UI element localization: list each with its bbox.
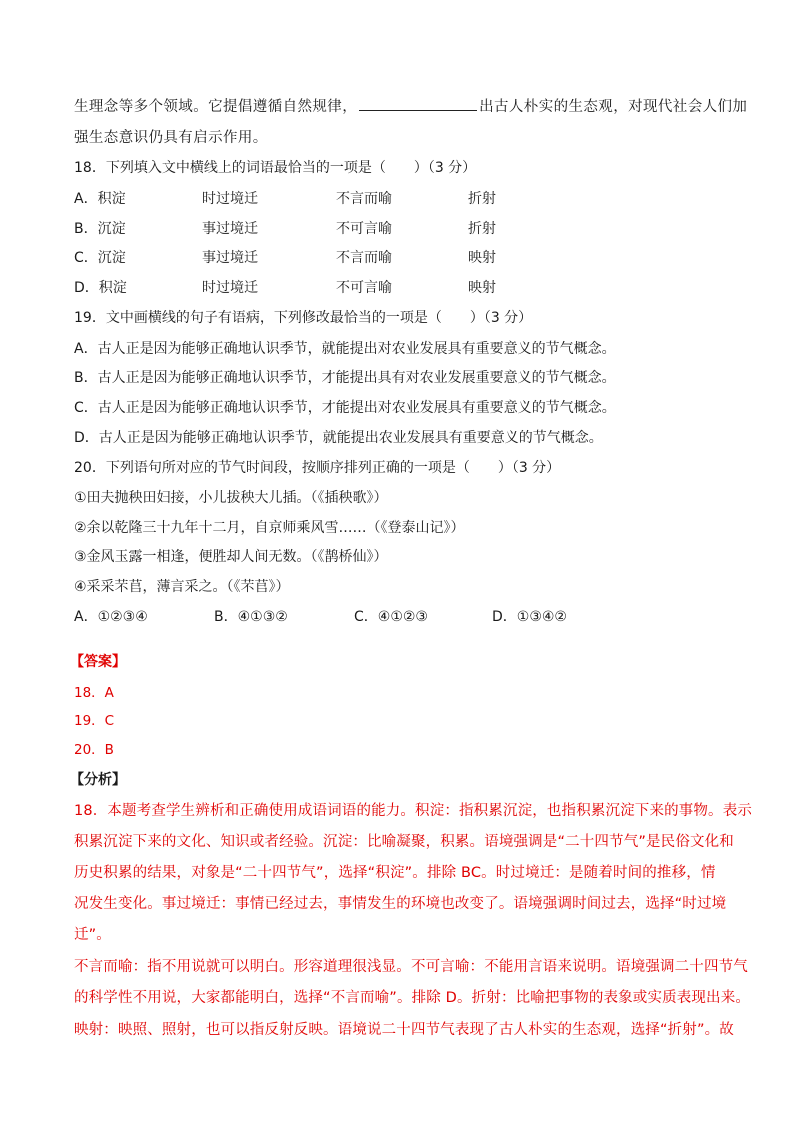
q19-option-c: C．古人正是因为能够正确地认识季节，才能提出对农业发展具有重要意义的节气概念。 <box>74 400 616 416</box>
answer-heading: 【答案】 <box>70 654 126 670</box>
q18-option-label: A．积淀 <box>74 191 126 207</box>
q20-option-c: C．④①②③ <box>354 609 428 625</box>
q18-stem: 18．下列填入文中横线上的词语最恰当的一项是（ ）（3 分） <box>74 160 477 176</box>
q20-item-3: ③金风玉露一相逢，便胜却人间无数。（《鹊桥仙》） <box>74 549 388 565</box>
q18-option-word: 不可言喻 <box>336 221 392 237</box>
intro-line-2: 强生态意识仍具有启示作用。 <box>74 130 268 146</box>
fill-in-blank <box>359 96 477 111</box>
answer-item-19: 19．C <box>74 713 115 729</box>
q18-option-word: 折射 <box>468 221 496 237</box>
q18-option-word: 时过境迁 <box>202 191 258 207</box>
q18-option-word: 映射 <box>468 280 496 296</box>
q20-item-2: ②余以乾隆三十九年十二月，自京师乘风雪……（《登泰山记》） <box>74 520 465 536</box>
analysis-line: 积累沉淀下来的文化、知识或者经验。沉淀：比喻凝聚，积累。语境强调是“二十四节气”是民俗文化和 <box>74 834 734 850</box>
analysis-line: 迁”。 <box>74 927 111 943</box>
q20-option-d: D．①③④② <box>492 609 567 625</box>
answer-item-20: 20．B <box>74 742 114 758</box>
analysis-line: 况发生变化。事过境迁：事情已经过去，事情发生的环境也改变了。语境强调时间过去，选择“时过境 <box>74 896 727 912</box>
intro-line-1 <box>74 96 747 117</box>
q20-item-4: ④采采芣苢，薄言采之。（《芣苢》） <box>74 579 290 595</box>
answer-item-18: 18．A <box>74 685 114 701</box>
q18-option-word: 折射 <box>468 191 496 207</box>
q19-option-a: A．古人正是因为能够正确地认识季节，就能提出对农业发展具有重要意义的节气概念。 <box>74 341 616 357</box>
q18-option-label: C．沉淀 <box>74 250 126 266</box>
analysis-line: 历史积累的结果，对象是“二十四节气”，选择“积淀”。排除 BC。时过境迁：是随着时间的推移，情 <box>74 865 716 881</box>
q18-option-word: 事过境迁 <box>202 250 258 266</box>
q18-option-label: D．积淀 <box>74 280 127 296</box>
q19-option-b: B．古人正是因为能够正确地认识季节，才能提出具有对农业发展重要意义的节气概念。 <box>74 370 616 386</box>
q18-option-word: 不可言喻 <box>336 280 392 296</box>
q18-option-word: 不言而喻 <box>336 250 392 266</box>
analysis-line: 映射：映照、照射，也可以指反射反映。语境说二十四节气表现了古人朴实的生态观，选择“折射”。故 <box>74 1022 734 1038</box>
q18-option-label: B．沉淀 <box>74 221 126 237</box>
q18-option-word: 事过境迁 <box>202 221 258 237</box>
q18-option-word: 映射 <box>468 250 496 266</box>
q18-option-word: 不言而喻 <box>336 191 392 207</box>
intro-text-b: 出古人朴实的生态观，对现代社会人们加 <box>479 99 748 115</box>
q20-option-b: B．④①③② <box>214 609 288 625</box>
q20-stem: 20．下列语句所对应的节气时间段，按顺序排列正确的一项是（ ）（3 分） <box>74 460 561 476</box>
q19-option-d: D．古人正是因为能够正确地认识季节，就能提出农业发展具有重要意义的节气概念。 <box>74 430 603 446</box>
analysis-heading: 【分析】 <box>70 772 126 788</box>
q18-option-word: 时过境迁 <box>202 280 258 296</box>
intro-text-a: 生理念等多个领域。它提倡遵循自然规律， <box>74 99 358 115</box>
q19-stem: 19．文中画横线的句子有语病，下列修改最恰当的一项是（ ）（3 分） <box>74 310 533 326</box>
analysis-line: 不言而喻：指不用说就可以明白。形容道理很浅显。不可言喻：不能用言语来说明。语境强调二十四节气 <box>74 959 748 975</box>
analysis-line: 的科学性不用说，大家都能明白，选择“不言而喻”。排除 D。折射：比喻把事物的表象或实质表现出来。 <box>74 990 750 1006</box>
q20-item-1: ①田夫抛秧田妇接，小儿拔秧大儿插。（《插秧歌》） <box>74 490 388 506</box>
q20-option-a: A．①②③④ <box>74 609 148 625</box>
analysis-line: 18．本题考查学生辨析和正确使用成语词语的能力。积淀：指积累沉淀，也指积累沉淀下来的事物。表示 <box>74 803 752 819</box>
